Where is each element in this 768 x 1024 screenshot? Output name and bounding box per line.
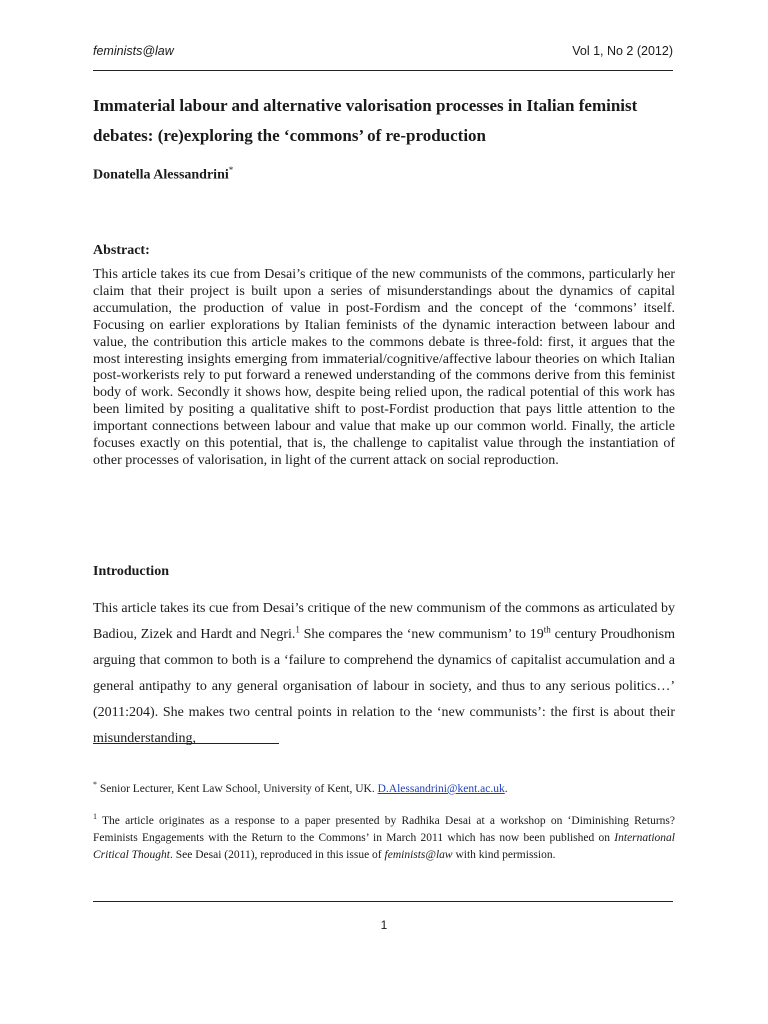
footnote-1-mark: 1: [93, 812, 97, 821]
paper-page: [93, 0, 675, 1024]
footnote-ref-1[interactable]: 1: [295, 624, 300, 635]
journal-name: feminists@law: [93, 44, 174, 58]
author-footnote-mark: *: [228, 165, 234, 175]
introduction-text: This article takes its cue from Desai’s critique of the new communism of the commons as articulated by Badiou, Zizek and Hardt and Negri.$^1$ She compares the ‘new communism’ to 19th century Proudhonism arguing that common to both is a ‘failure to comprehend the dynamics of capitalist accumulation and a general antipathy to any general organisation of labour in society, and thus to any serious politics…’ (2011:204). She makes two central points in relation to the ‘new communists’: the first is about their misunderstanding,: [93, 601, 676, 746]
header-rule: [93, 70, 673, 71]
author-email-link[interactable]: D.Alessandrini@kent.ac.uk: [377, 782, 505, 795]
abstract-heading: Abstract:: [93, 243, 150, 258]
page-number: 1: [380, 918, 388, 932]
volume-info: Vol 1, No 2 (2012): [572, 44, 673, 58]
article-title: Immaterial labour and alternative valorisation processes in Italian feminist debates: (re)exploring the ‘commons’ of re-production: [93, 96, 638, 145]
abstract-text: This article takes its cue from Desai’s critique of the new communists of the commons, particularly her claim that their project is built upon a series of misunderstandings about the dynamics of capital accumulation, the production of value in post-Fordism and the concept of the ‘commons’ itself. Focusing on earlier explorations by Italian feminists of the dynamic interaction between labour and value, the contribution this article makes to the commons debate is three-fold: first, it argues that the most interesting insights emerging from immaterial/cognitive/affective labour theories on which Italian post-workerists rely to put forward a renewed understanding of the commons derive from this feminist body of work. Secondly it shows how, despite being relied upon, the radical potential of this work has been limited by positing a qualitative shift to post-Fordist production that pays little attention to the important connections between labour and value that make up our common world. Finally, the article focuses exactly on this potential, that is, the challenge to capitalist value through the instantiation of other processes of valorisation, in light of the current attack on social reproduction.: [93, 267, 675, 468]
ordinal-suffix: th: [543, 624, 551, 635]
footer-rule: [93, 901, 673, 902]
author-name: Donatella Alessandrini: [93, 167, 229, 183]
author-line: [93, 165, 233, 184]
running-header: [93, 44, 673, 58]
footnote-separator: [93, 743, 279, 744]
footnote-star-mark: *: [93, 780, 97, 789]
footnote-star: * Senior Lecturer, Kent Law School, University of Kent, UK. D.Alessandrini@kent.ac.uk.: [93, 780, 508, 795]
footnote-1: $^1$ The article originates as a response to a paper presented by Radhika Desai at a workshop on ‘Diminishing Returns? Feminists Engagements with the Return to the Commons’ in March 2011 which has now been published on International Critical Thought. See Desai (2011), reproduced in this issue of feminists@law with kind permission.: [93, 812, 675, 861]
introduction-heading: Introduction: [93, 564, 169, 579]
